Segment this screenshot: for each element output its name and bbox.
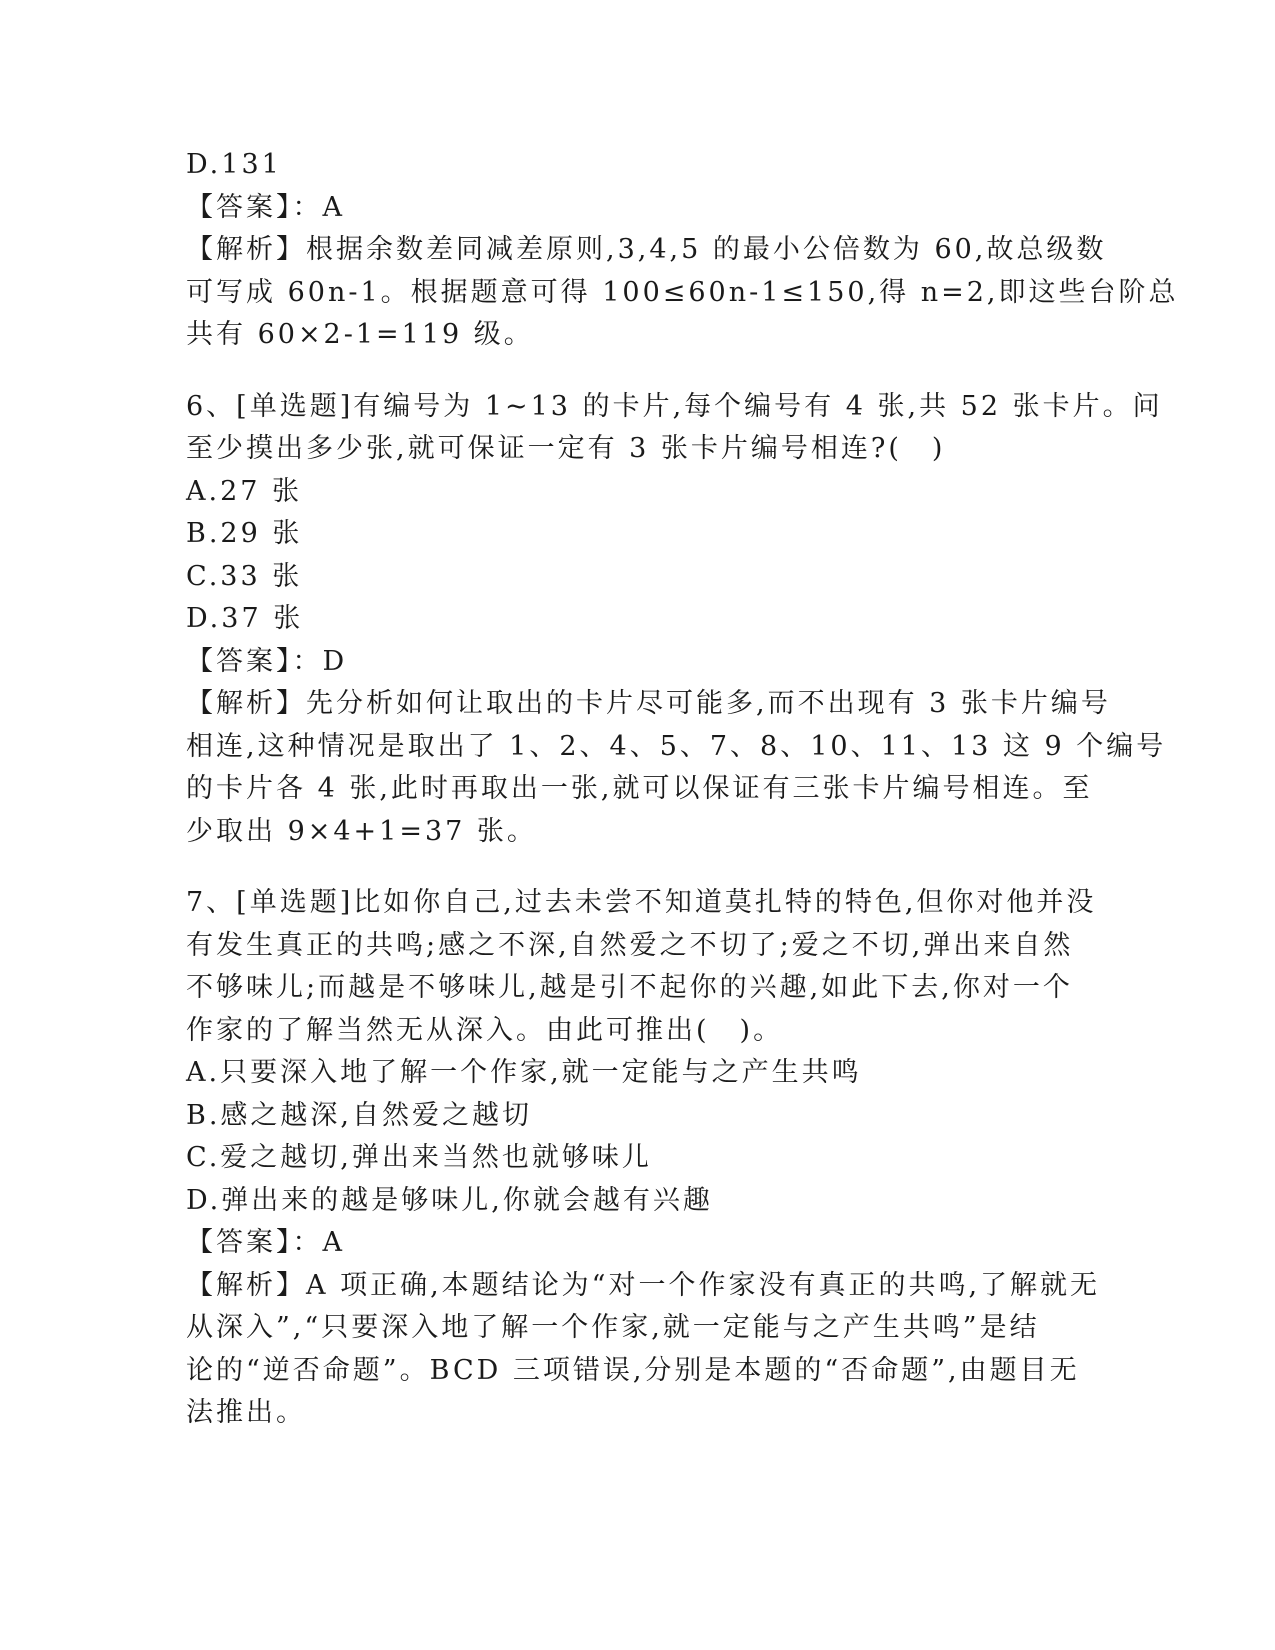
option-d: D.131 xyxy=(186,149,282,180)
analysis-line: 从深入”,“只要深入地了解一个作家,就一定能与之产生共鸣”是结 xyxy=(186,1312,1040,1343)
question-stem: 作家的了解当然无从深入。由此可推出( )。 xyxy=(186,1014,784,1046)
question-stem: 6、[单选题]有编号为 1~13 的卡片,每个编号有 4 张,共 52 张卡片。问 xyxy=(186,390,1163,422)
analysis-line: 法推出。 xyxy=(186,1397,306,1428)
option-a: A.27 张 xyxy=(186,475,303,507)
option-c: C.爱之越切,弹出来当然也就够味儿 xyxy=(186,1142,652,1173)
question-stem: 不够味儿;而越是不够味儿,越是引不起你的兴趣,如此下去,你对一个 xyxy=(186,972,1073,1003)
document-page xyxy=(186,144,1179,1435)
option-b: B.感之越深,自然爱之越切 xyxy=(186,1099,533,1131)
spacer xyxy=(186,853,1086,882)
answer-label: 【答案】：D xyxy=(186,645,348,677)
analysis-line: 可写成 60n-1。根据题意可得 100≤60n-1≤150,得 n=2,即这些台阶总 xyxy=(186,276,1179,308)
question-7 xyxy=(186,882,1101,1435)
answer-label: 【答案】：A xyxy=(186,191,345,223)
analysis-line: 论的“逆否命题”。BCD 三项错误,分别是本题的“否命题”,由题目无 xyxy=(186,1354,1080,1386)
option-b: B.29 张 xyxy=(186,518,303,549)
question-5-tail xyxy=(186,144,1179,357)
answer-label: 【答案】：A xyxy=(186,1227,345,1258)
analysis-line: 【解析】根据余数差同减差原则,3,4,5 的最小公倍数为 60,故总级数 xyxy=(186,234,1107,265)
analysis-line: 相连,这种情况是取出了 1、2、4、5、7、8、10、11、13 这 9 个编号 xyxy=(186,730,1167,762)
option-d: D.37 张 xyxy=(186,603,304,634)
spacer xyxy=(186,357,1086,386)
option-d: D.弹出来的越是够味儿,你就会越有兴趣 xyxy=(186,1184,713,1216)
analysis-line: 【解析】A 项正确,本题结论为“对一个作家没有真正的共鸣,了解就无 xyxy=(186,1269,1101,1301)
option-a: A.只要深入地了解一个作家,就一定能与之产生共鸣 xyxy=(186,1057,862,1088)
question-stem: 至少摸出多少张,就可保证一定有 3 张卡片编号相连?( ) xyxy=(186,433,946,464)
option-c: C.33 张 xyxy=(186,560,303,592)
question-6 xyxy=(186,386,1167,854)
analysis-line: 共有 60×2-1=119 级。 xyxy=(186,319,534,350)
analysis-line: 【解析】先分析如何让取出的卡片尽可能多,而不出现有 3 张卡片编号 xyxy=(186,688,1111,719)
question-stem: 有发生真正的共鸣;感之不深,自然爱之不切了;爱之不切,弹出来自然 xyxy=(186,929,1074,961)
question-stem: 7、[单选题]比如你自己,过去未尝不知道莫扎特的特色,但你对他并没 xyxy=(186,887,1097,918)
analysis-line: 少取出 9×4+1=37 张。 xyxy=(186,815,537,847)
analysis-line: 的卡片各 4 张,此时再取出一张,就可以保证有三张卡片编号相连。至 xyxy=(186,773,1093,804)
